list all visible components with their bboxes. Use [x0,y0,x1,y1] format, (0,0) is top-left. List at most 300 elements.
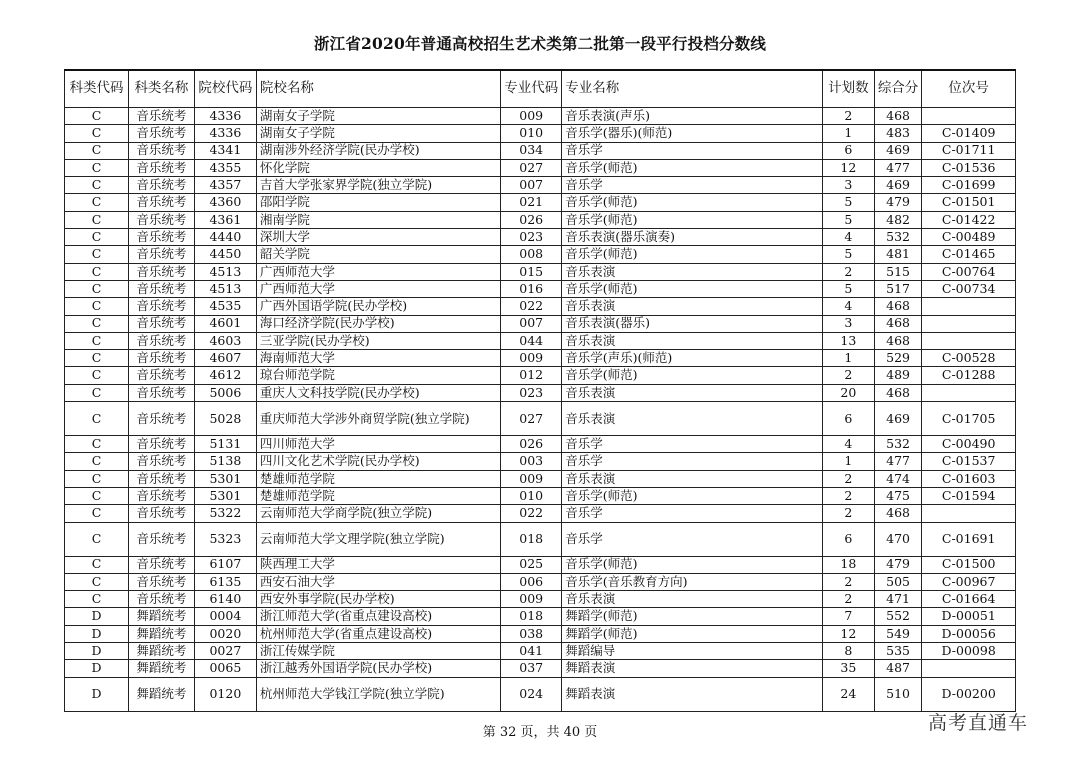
category-code-cell: C [65,177,129,194]
major-code-cell: 006 [501,573,562,590]
score-cell: 481 [874,246,922,263]
major-name-cell: 音乐学(师范) [562,280,823,297]
rank-cell: C-00734 [922,280,1016,297]
category-code-cell: C [65,436,129,453]
admission-score-table [64,69,1016,712]
school-code-cell: 5028 [194,402,256,436]
rank-cell: C-00764 [922,263,1016,280]
category-name-cell: 音乐统考 [128,384,194,401]
score-cell: 468 [874,384,922,401]
plan-count-cell: 4 [822,229,874,246]
school-name-cell: 西安石油大学 [256,573,500,590]
category-code-cell: D [65,677,129,711]
plan-count-cell: 18 [822,556,874,573]
major-name-cell: 音乐学 [562,522,823,556]
major-name-cell: 音乐表演(器乐演奏) [562,229,823,246]
school-code-cell: 5322 [194,505,256,522]
category-code-cell: C [65,280,129,297]
major-code-cell: 027 [501,402,562,436]
major-name-cell: 舞蹈学(师范) [562,625,823,642]
rank-cell: C-00528 [922,350,1016,367]
score-cell: 549 [874,625,922,642]
major-code-cell: 022 [501,298,562,315]
column-header: 科类名称 [128,70,194,108]
category-name-cell: 音乐统考 [128,487,194,504]
score-cell: 532 [874,436,922,453]
school-name-cell: 浙江传媒学院 [256,643,500,660]
category-code-cell: C [65,402,129,436]
school-code-cell: 0004 [194,608,256,625]
table-row [65,298,1016,315]
major-name-cell: 音乐学 [562,177,823,194]
category-code-cell: C [65,194,129,211]
major-name-cell: 舞蹈表演 [562,677,823,711]
major-name-cell: 音乐学 [562,142,823,159]
category-name-cell: 音乐统考 [128,142,194,159]
score-cell: 489 [874,367,922,384]
table-row [65,211,1016,228]
school-name-cell: 吉首大学张家界学院(独立学院) [256,177,500,194]
plan-count-cell: 12 [822,159,874,176]
category-name-cell: 音乐统考 [128,229,194,246]
school-code-cell: 4355 [194,159,256,176]
major-code-cell: 044 [501,332,562,349]
category-code-cell: C [65,211,129,228]
rank-cell: C-01664 [922,591,1016,608]
school-code-cell: 0120 [194,677,256,711]
rank-cell: C-01288 [922,367,1016,384]
rank-cell: C-01501 [922,194,1016,211]
category-name-cell: 音乐统考 [128,556,194,573]
score-cell: 483 [874,125,922,142]
major-code-cell: 016 [501,280,562,297]
plan-count-cell: 3 [822,177,874,194]
category-code-cell: C [65,384,129,401]
category-code-cell: D [65,643,129,660]
school-code-cell: 5323 [194,522,256,556]
category-name-cell: 音乐统考 [128,470,194,487]
category-code-cell: C [65,298,129,315]
major-name-cell: 音乐学(师范) [562,211,823,228]
rank-cell: C-01465 [922,246,1016,263]
plan-count-cell: 2 [822,591,874,608]
school-code-cell: 4336 [194,108,256,125]
rank-cell: D-00200 [922,677,1016,711]
major-code-cell: 010 [501,487,562,504]
school-name-cell: 浙江师范大学(省重点建设高校) [256,608,500,625]
score-cell: 515 [874,263,922,280]
score-cell: 477 [874,159,922,176]
category-name-cell: 舞蹈统考 [128,625,194,642]
rank-cell: C-01500 [922,556,1016,573]
score-cell: 470 [874,522,922,556]
column-header: 科类代码 [65,70,129,108]
category-code-cell: C [65,125,129,142]
score-cell: 469 [874,142,922,159]
plan-count-cell: 8 [822,643,874,660]
major-code-cell: 008 [501,246,562,263]
major-code-cell: 024 [501,677,562,711]
major-code-cell: 018 [501,608,562,625]
category-name-cell: 音乐统考 [128,263,194,280]
plan-count-cell: 4 [822,298,874,315]
major-name-cell: 音乐学(师范) [562,159,823,176]
plan-count-cell: 2 [822,108,874,125]
category-code-cell: C [65,315,129,332]
plan-count-cell: 6 [822,402,874,436]
score-cell: 477 [874,453,922,470]
table-row [65,505,1016,522]
category-name-cell: 音乐统考 [128,402,194,436]
rank-cell [922,505,1016,522]
major-code-cell: 015 [501,263,562,280]
category-name-cell: 舞蹈统考 [128,643,194,660]
school-name-cell: 杭州师范大学钱江学院(独立学院) [256,677,500,711]
major-name-cell: 音乐学(声乐)(师范) [562,350,823,367]
rank-cell: C-01705 [922,402,1016,436]
school-code-cell: 5301 [194,487,256,504]
category-code-cell: C [65,159,129,176]
category-name-cell: 舞蹈统考 [128,660,194,677]
score-cell: 468 [874,108,922,125]
rank-cell: C-01711 [922,142,1016,159]
table-row [65,177,1016,194]
category-name-cell: 音乐统考 [128,108,194,125]
school-code-cell: 4603 [194,332,256,349]
major-code-cell: 009 [501,350,562,367]
major-name-cell: 音乐表演 [562,470,823,487]
rank-cell: D-00056 [922,625,1016,642]
column-header: 专业名称 [562,70,823,108]
school-name-cell: 深圳大学 [256,229,500,246]
table-row [65,487,1016,504]
school-name-cell: 云南师范大学商学院(独立学院) [256,505,500,522]
plan-count-cell: 6 [822,522,874,556]
score-cell: 552 [874,608,922,625]
watermark-logo-text: 高考直通车 [928,712,1029,734]
category-code-cell: C [65,229,129,246]
table-row [65,159,1016,176]
major-code-cell: 007 [501,315,562,332]
school-name-cell: 广西外国语学院(民办学校) [256,298,500,315]
category-name-cell: 音乐统考 [128,573,194,590]
table-row [65,436,1016,453]
category-name-cell: 音乐统考 [128,591,194,608]
category-name-cell: 音乐统考 [128,350,194,367]
school-name-cell: 楚雄师范学院 [256,470,500,487]
category-code-cell: D [65,608,129,625]
major-code-cell: 026 [501,211,562,228]
plan-count-cell: 3 [822,315,874,332]
table-header-row [65,70,1016,108]
score-cell: 510 [874,677,922,711]
major-name-cell: 音乐表演(声乐) [562,108,823,125]
school-code-cell: 4341 [194,142,256,159]
plan-count-cell: 5 [822,246,874,263]
category-name-cell: 音乐统考 [128,159,194,176]
plan-count-cell: 2 [822,367,874,384]
major-name-cell: 音乐学(师范) [562,246,823,263]
table-row [65,332,1016,349]
category-name-cell: 音乐统考 [128,332,194,349]
category-name-cell: 音乐统考 [128,315,194,332]
score-cell: 474 [874,470,922,487]
plan-count-cell: 1 [822,350,874,367]
score-cell: 529 [874,350,922,367]
table-row [65,470,1016,487]
table-row [65,142,1016,159]
category-name-cell: 音乐统考 [128,522,194,556]
table-row [65,315,1016,332]
plan-count-cell: 7 [822,608,874,625]
school-code-cell: 4440 [194,229,256,246]
plan-count-cell: 1 [822,453,874,470]
table-row [65,263,1016,280]
school-code-cell: 6107 [194,556,256,573]
category-code-cell: C [65,591,129,608]
table-row [65,573,1016,590]
category-code-cell: C [65,350,129,367]
major-code-cell: 003 [501,453,562,470]
major-name-cell: 音乐学(师范) [562,487,823,504]
school-name-cell: 西安外事学院(民办学校) [256,591,500,608]
table-row [65,608,1016,625]
rank-cell: C-01699 [922,177,1016,194]
category-code-cell: C [65,522,129,556]
column-header: 计划数 [822,70,874,108]
score-cell: 469 [874,177,922,194]
rank-cell: C-01536 [922,159,1016,176]
category-name-cell: 音乐统考 [128,125,194,142]
rank-cell: D-00051 [922,608,1016,625]
major-code-cell: 037 [501,660,562,677]
table-row [65,280,1016,297]
school-name-cell: 邵阳学院 [256,194,500,211]
category-code-cell: C [65,470,129,487]
column-header: 综合分 [874,70,922,108]
category-name-cell: 音乐统考 [128,436,194,453]
school-code-cell: 5301 [194,470,256,487]
rank-cell [922,108,1016,125]
category-code-cell: C [65,332,129,349]
score-cell: 517 [874,280,922,297]
plan-count-cell: 6 [822,142,874,159]
major-name-cell: 音乐表演(器乐) [562,315,823,332]
table-row [65,522,1016,556]
school-name-cell: 海南师范大学 [256,350,500,367]
score-cell: 468 [874,332,922,349]
category-name-cell: 音乐统考 [128,177,194,194]
table-row [65,367,1016,384]
major-name-cell: 音乐学(师范) [562,194,823,211]
major-name-cell: 音乐学(音乐教育方向) [562,573,823,590]
school-code-cell: 6140 [194,591,256,608]
plan-count-cell: 5 [822,280,874,297]
major-code-cell: 018 [501,522,562,556]
school-name-cell: 广西师范大学 [256,280,500,297]
plan-count-cell: 2 [822,470,874,487]
category-code-cell: D [65,660,129,677]
category-code-cell: C [65,142,129,159]
score-cell: 482 [874,211,922,228]
score-cell: 532 [874,229,922,246]
major-code-cell: 009 [501,591,562,608]
major-code-cell: 025 [501,556,562,573]
rank-cell: C-01691 [922,522,1016,556]
score-cell: 505 [874,573,922,590]
major-name-cell: 音乐表演 [562,263,823,280]
school-code-cell: 4612 [194,367,256,384]
major-name-cell: 音乐学(师范) [562,556,823,573]
column-header: 位次号 [922,70,1016,108]
category-code-cell: C [65,487,129,504]
school-name-cell: 湖南涉外经济学院(民办学校) [256,142,500,159]
category-code-cell: C [65,505,129,522]
column-header: 院校代码 [194,70,256,108]
major-name-cell: 音乐学(师范) [562,367,823,384]
major-code-cell: 041 [501,643,562,660]
plan-count-cell: 20 [822,384,874,401]
category-name-cell: 音乐统考 [128,280,194,297]
rank-cell: C-01409 [922,125,1016,142]
school-name-cell: 韶关学院 [256,246,500,263]
school-name-cell: 怀化学院 [256,159,500,176]
school-code-cell: 4336 [194,125,256,142]
major-name-cell: 舞蹈学(师范) [562,608,823,625]
score-cell: 468 [874,315,922,332]
score-cell: 535 [874,643,922,660]
major-name-cell: 音乐表演 [562,298,823,315]
rank-cell: C-01422 [922,211,1016,228]
page-footer: 第 32 页，共 40 页 [482,725,598,740]
plan-count-cell: 2 [822,263,874,280]
table-row [65,677,1016,711]
plan-count-cell: 2 [822,505,874,522]
major-code-cell: 010 [501,125,562,142]
category-name-cell: 舞蹈统考 [128,677,194,711]
score-cell: 479 [874,194,922,211]
category-code-cell: C [65,246,129,263]
table-row [65,194,1016,211]
rank-cell: C-01603 [922,470,1016,487]
category-code-cell: D [65,625,129,642]
plan-count-cell: 4 [822,436,874,453]
major-name-cell: 舞蹈编导 [562,643,823,660]
rank-cell [922,660,1016,677]
school-name-cell: 海口经济学院(民办学校) [256,315,500,332]
category-code-cell: C [65,453,129,470]
category-name-cell: 音乐统考 [128,211,194,228]
school-name-cell: 湖南女子学院 [256,108,500,125]
major-name-cell: 音乐学 [562,436,823,453]
table-row [65,108,1016,125]
school-name-cell: 湘南学院 [256,211,500,228]
rank-cell [922,315,1016,332]
school-name-cell: 琼台师范学院 [256,367,500,384]
plan-count-cell: 1 [822,125,874,142]
rank-cell: D-00098 [922,643,1016,660]
school-code-cell: 4607 [194,350,256,367]
school-name-cell: 四川文化艺术学院(民办学校) [256,453,500,470]
school-code-cell: 4357 [194,177,256,194]
plan-count-cell: 2 [822,487,874,504]
rank-cell [922,332,1016,349]
category-name-cell: 音乐统考 [128,367,194,384]
plan-count-cell: 13 [822,332,874,349]
plan-count-cell: 12 [822,625,874,642]
category-code-cell: C [65,556,129,573]
score-cell: 469 [874,402,922,436]
school-code-cell: 0027 [194,643,256,660]
table-row [65,384,1016,401]
school-name-cell: 陕西理工大学 [256,556,500,573]
column-header: 专业代码 [501,70,562,108]
school-name-cell: 湖南女子学院 [256,125,500,142]
score-cell: 468 [874,505,922,522]
school-code-cell: 4513 [194,263,256,280]
major-name-cell: 舞蹈表演 [562,660,823,677]
school-name-cell: 楚雄师范学院 [256,487,500,504]
category-name-cell: 音乐统考 [128,453,194,470]
plan-count-cell: 35 [822,660,874,677]
score-cell: 471 [874,591,922,608]
school-name-cell: 重庆师范大学涉外商贸学院(独立学院) [256,402,500,436]
table-row [65,625,1016,642]
school-name-cell: 广西师范大学 [256,263,500,280]
category-name-cell: 音乐统考 [128,298,194,315]
major-code-cell: 009 [501,108,562,125]
school-name-cell: 云南师范大学文理学院(独立学院) [256,522,500,556]
table-row [65,556,1016,573]
major-code-cell: 038 [501,625,562,642]
major-name-cell: 音乐学 [562,505,823,522]
major-name-cell: 音乐表演 [562,332,823,349]
score-cell: 479 [874,556,922,573]
major-code-cell: 023 [501,229,562,246]
major-code-cell: 026 [501,436,562,453]
major-code-cell: 012 [501,367,562,384]
school-name-cell: 杭州师范大学(省重点建设高校) [256,625,500,642]
plan-count-cell: 5 [822,211,874,228]
school-code-cell: 0020 [194,625,256,642]
school-name-cell: 重庆人文科技学院(民办学校) [256,384,500,401]
school-code-cell: 5138 [194,453,256,470]
major-name-cell: 音乐学(器乐)(师范) [562,125,823,142]
school-name-cell: 四川师范大学 [256,436,500,453]
school-code-cell: 4361 [194,211,256,228]
school-code-cell: 5131 [194,436,256,453]
rank-cell: C-01594 [922,487,1016,504]
rank-cell: C-00489 [922,229,1016,246]
category-name-cell: 音乐统考 [128,194,194,211]
table-row [65,229,1016,246]
category-name-cell: 舞蹈统考 [128,608,194,625]
school-code-cell: 5006 [194,384,256,401]
column-header: 院校名称 [256,70,500,108]
rank-cell [922,298,1016,315]
table-row [65,402,1016,436]
major-code-cell: 007 [501,177,562,194]
category-code-cell: C [65,573,129,590]
table-row [65,350,1016,367]
category-code-cell: C [65,367,129,384]
table-row [65,125,1016,142]
school-code-cell: 4535 [194,298,256,315]
major-name-cell: 音乐表演 [562,384,823,401]
major-code-cell: 022 [501,505,562,522]
school-code-cell: 0065 [194,660,256,677]
plan-count-cell: 2 [822,573,874,590]
